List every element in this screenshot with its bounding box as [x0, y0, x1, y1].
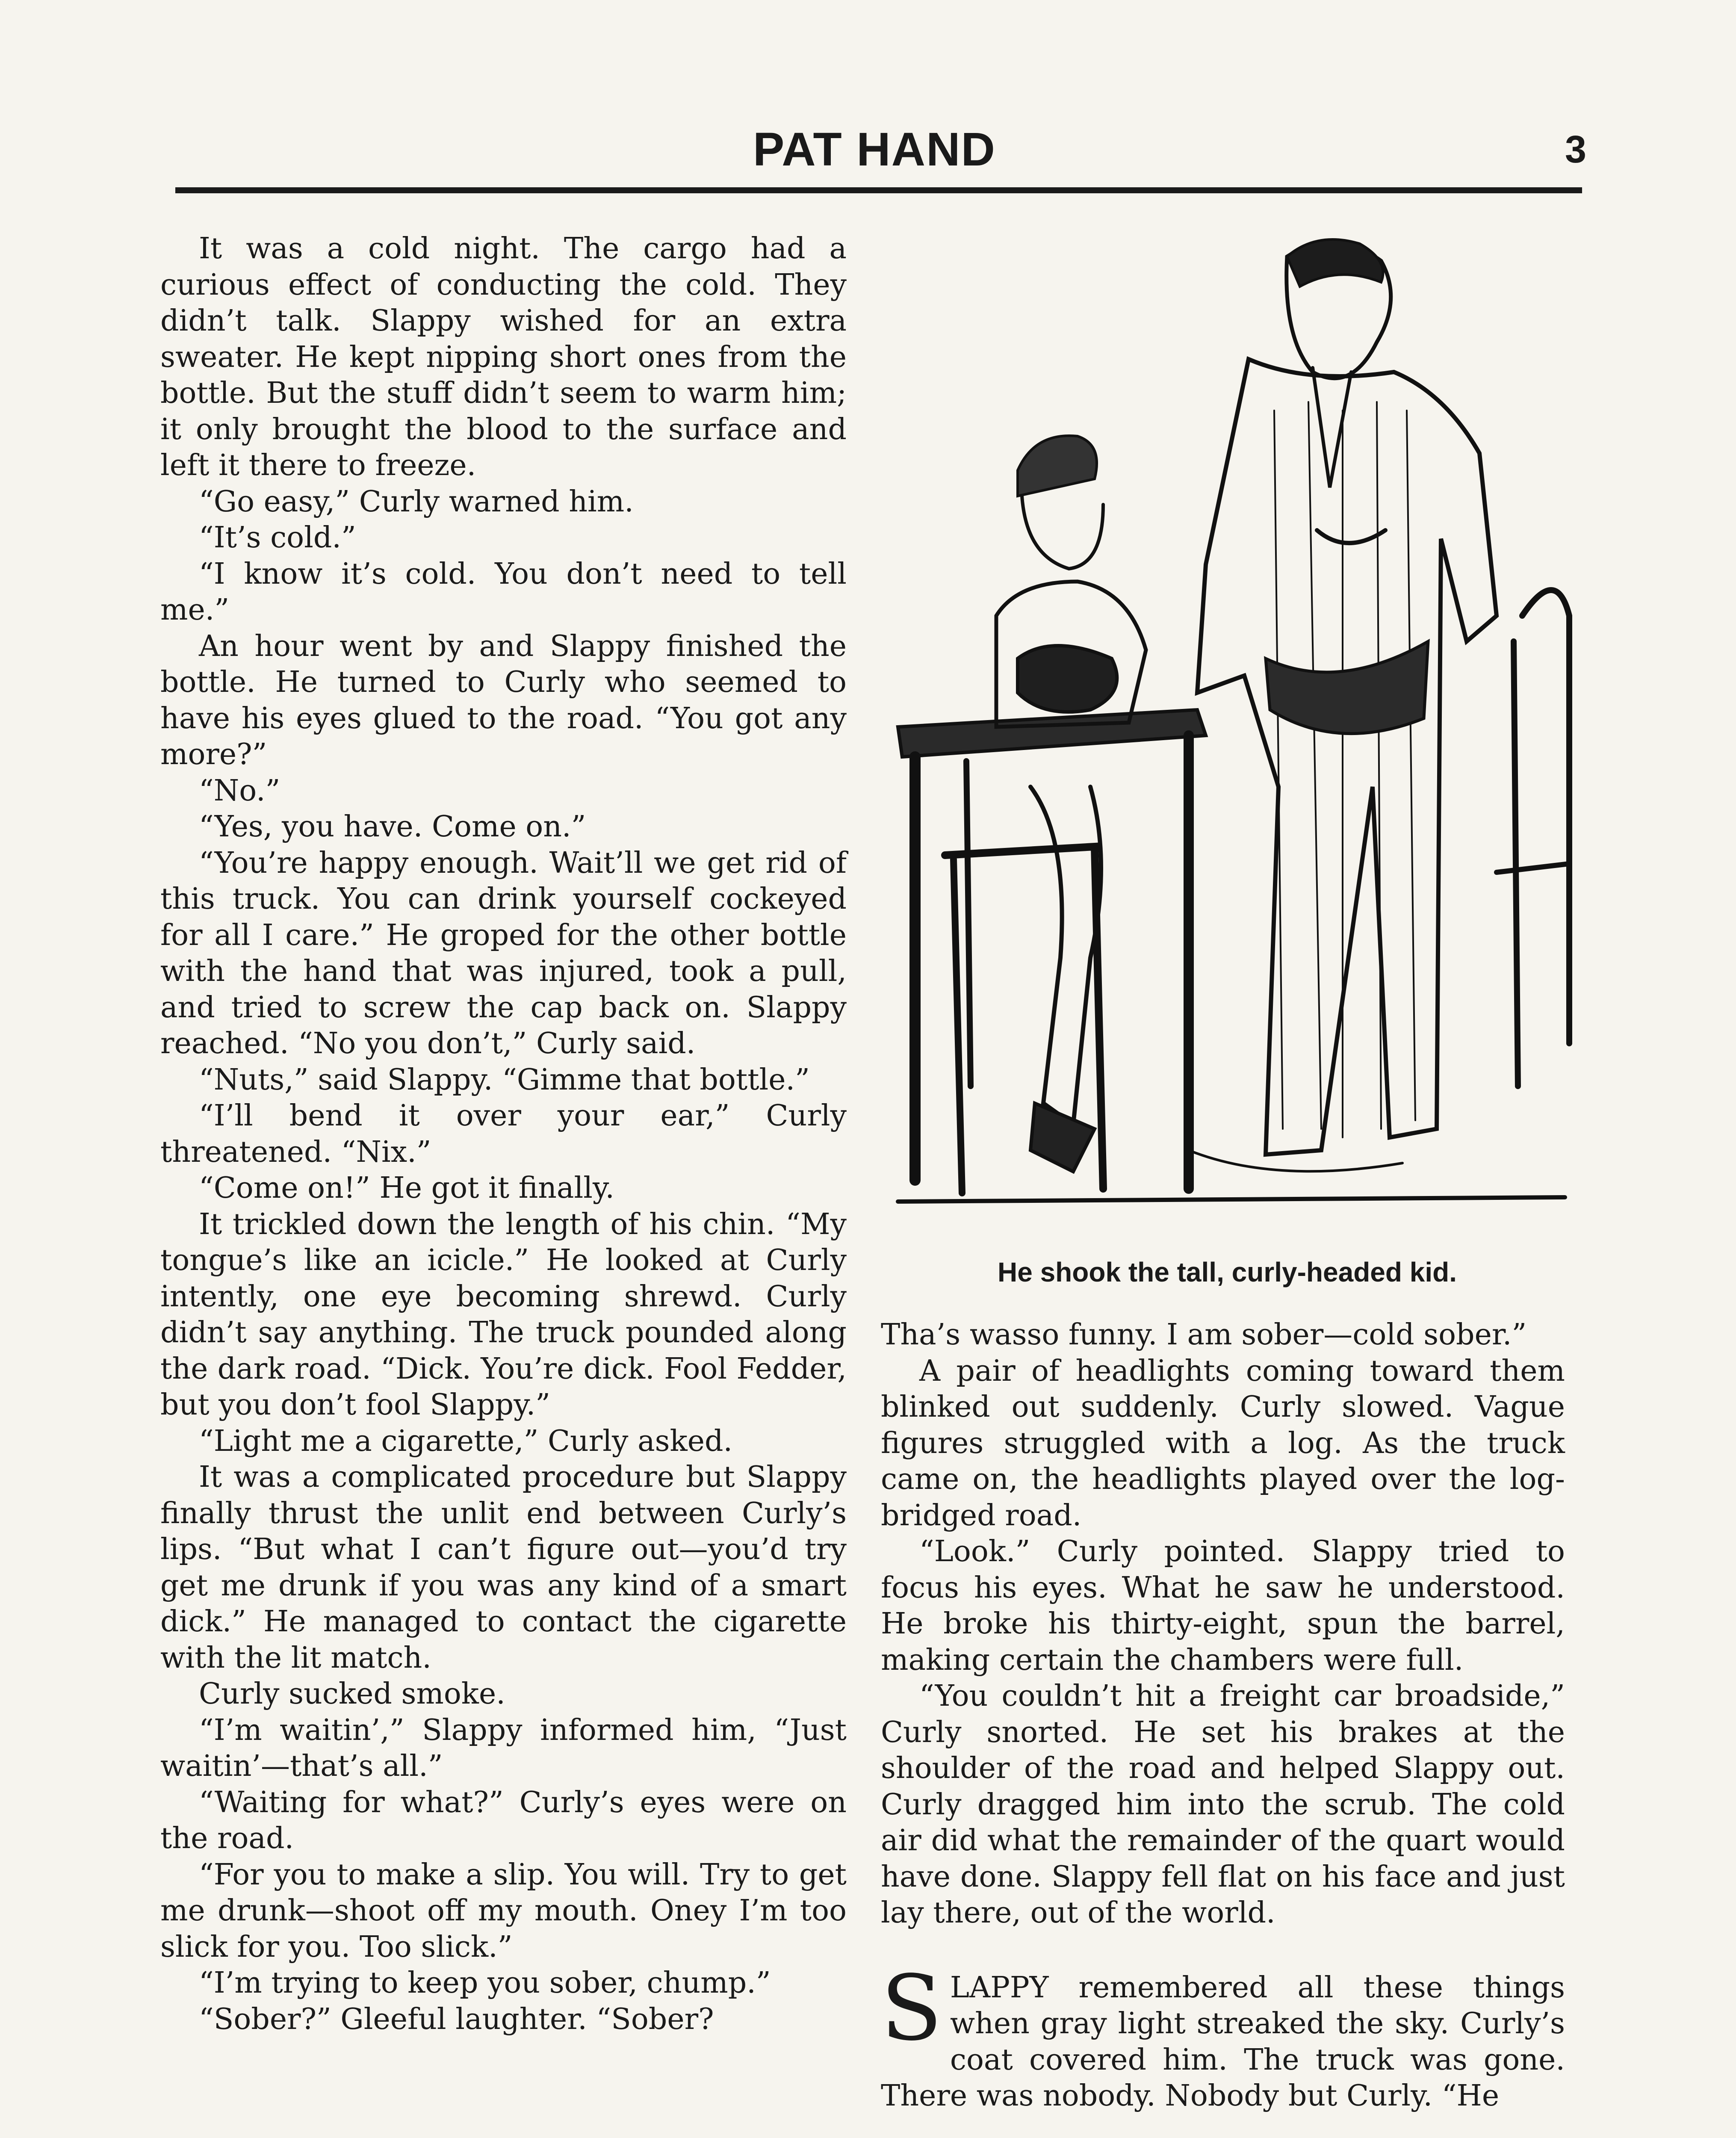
paragraph: “For you to make a slip. You will. Try to get me drunk—shoot off my mouth. Oney I’m too slick for you. Too slick.” [160, 1857, 847, 1964]
page-number: 3 [1565, 128, 1586, 171]
paragraph: “Nuts,” said Slappy. “Gimme that bottle.” [199, 1063, 810, 1097]
paragraph: “I’ll bend it over your ear,” Curly threatened. “Nix.” [160, 1099, 847, 1169]
paragraph: It was a cold night. The cargo had a curious effect of conducting the cold. They didn’t talk. Slappy wished for an extra sweater. He kept nipping short ones from the bottle. But the stuff didn’t seem to warm him; it only brought the blood to the surface and left it there to freeze. [160, 232, 847, 482]
story-illustration [889, 231, 1574, 1219]
section-opening-paragraph [881, 1955, 1565, 2114]
paragraph: “Go easy,” Curly warned him. [199, 484, 634, 519]
paragraph: “Yes, you have. Come on.” [199, 810, 586, 844]
paragraph: “It’s cold.” [199, 521, 356, 555]
paragraph: “You’re happy enough. Wait’ll we get rid of this truck. You can drink yourself cockeyed for all I care.” He groped for the other bottle with the hand that was injured, took a pull, and tried to screw the cap back on. Slappy reached. “No you don’t,” Curly said. [160, 846, 847, 1060]
paragraph: “You couldn’t hit a freight car broadside,” Curly snorted. He set his brakes at the shoulder of the road and helped Slappy out. Curly dragged him into the scrub. The cold air did what the remainder of the quart would have done. Slappy fell flat on his face and just lay there, out of the world. [881, 1679, 1565, 1930]
paragraph: Tha’s wasso funny. I am sober—cold sober.” [881, 1318, 1527, 1352]
lead-in-word: LAPPY [950, 1970, 1049, 2005]
left-text-column [160, 231, 847, 2038]
paragraph: Curly sucked smoke. [199, 1677, 505, 1711]
illustration-caption: He shook the tall, curly-headed kid. [997, 1257, 1457, 1288]
running-head-title: PAT HAND [753, 123, 996, 176]
paragraph: “No.” [199, 774, 280, 808]
paragraph: It trickled down the length of his chin. “My tongue’s like an icicle.” He looked at Curly intently, one eye becoming shrewd. Curly didn’t say anything. The truck pounded along the dark road. “Dick. You’re dick. Fool Fedder, but you don’t fool Slappy.” [160, 1207, 847, 1422]
drop-cap: S [881, 1955, 942, 2061]
paragraph: “Come on!” He got it finally. [199, 1171, 614, 1205]
paragraph: “Light me a cigarette,” Curly asked. [199, 1424, 733, 1458]
paragraph: An hour went by and Slappy finished the bottle. He turned to Curly who seemed to have his eyes glued to the road. “You got any more?” [160, 629, 847, 771]
paragraph: It was a complicated procedure but Slappy finally thrust the unlit end between Curly’s lips. “But what I can’t figure out—you’d try get me drunk if you was any kind of a smart dick.” He managed to contact the cigarette with the lit match. [160, 1460, 847, 1675]
paragraph: “Look.” Curly pointed. Slappy tried to focus his eyes. What he saw he understood. He broke his thirty-eight, spun the barrel, making certain the chambers were full. [881, 1535, 1565, 1677]
paragraph: A pair of headlights coming toward them blinked out suddenly. Curly slowed. Vague figures struggled with a log. As the truck came on, the headlights played over the log-bridged road. [881, 1354, 1565, 1533]
paragraph-text: remembered all these things when gray light streaked the sky. Curly’s coat covered him. The truck was gone. There was nobody. Nobody but Curly. “He [881, 1970, 1565, 2113]
paragraph: “I know it’s cold. You don’t need to tell me.” [160, 557, 847, 627]
right-text-column [881, 1317, 1565, 2114]
paragraph: “Sober?” Gleeful laughter. “Sober? [199, 2002, 714, 2036]
paragraph: “I’m trying to keep you sober, chump.” [199, 1966, 771, 2000]
paragraph: “I’m waitin’,” Slappy informed him, “Just waitin’—that’s all.” [160, 1713, 847, 1783]
paragraph: “Waiting for what?” Curly’s eyes were on the road. [160, 1785, 847, 1855]
header-rule [175, 187, 1582, 193]
